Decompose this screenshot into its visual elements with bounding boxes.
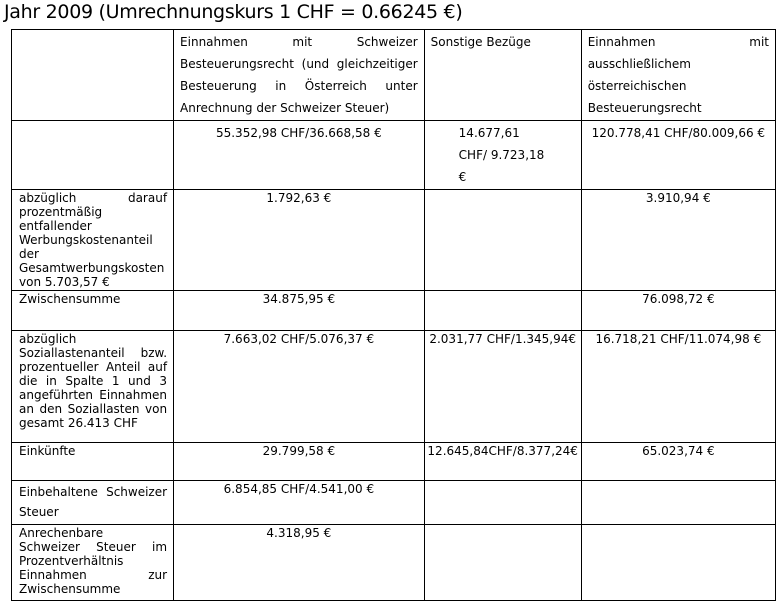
table-row bbox=[12, 525, 776, 601]
header-other-income: Sonstige Bezüge bbox=[424, 30, 581, 121]
row-value-col1: 7.663,02 CHF/5.076,37 € bbox=[174, 331, 425, 443]
table-row bbox=[12, 443, 776, 481]
row-value-col3: 65.023,74 € bbox=[581, 443, 775, 481]
row-value-col2 bbox=[424, 481, 581, 525]
row-value-col3: 120.778,41 CHF/80.009,66 € bbox=[581, 121, 775, 190]
row-value-col2: 12.645,84CHF/8.377,24€ bbox=[424, 443, 581, 481]
row-label: abzüglich Soziallastenanteil bzw. prozentueller Anteil auf die in Spalte 1 und 3 angeführten Einnahmen an den Soziallasten von gesamt 26.413 CHF bbox=[12, 331, 174, 443]
row-value-col2: 14.677,61 CHF/ 9.723,18 € bbox=[424, 121, 581, 190]
row-value-col3 bbox=[581, 525, 775, 601]
row-label: abzüglich darauf prozentmäßig entfallender Werbungskostenanteil der Gesamtwerbungskosten von 5.703,57 € bbox=[12, 190, 174, 291]
row-label: Einkünfte bbox=[12, 443, 174, 481]
row-value-col1: 29.799,58 € bbox=[174, 443, 425, 481]
row-label: Einbehaltene Schweizer Steuer bbox=[12, 481, 174, 525]
page-title: Jahr 2009 (Umrechnungskurs 1 CHF = 0.66245 €) bbox=[4, 1, 463, 23]
row-value-col3: 3.910,94 € bbox=[581, 190, 775, 291]
row-value-col2 bbox=[424, 525, 581, 601]
row-label bbox=[12, 121, 174, 190]
table-row bbox=[12, 121, 776, 190]
table-row bbox=[12, 481, 776, 525]
row-value-col3: 76.098,72 € bbox=[581, 291, 775, 331]
row-value-col2: 2.031,77 CHF/1.345,94€ bbox=[424, 331, 581, 443]
table-row bbox=[12, 331, 776, 443]
table-row bbox=[12, 190, 776, 291]
header-austrian-income: Einnahmen mit ausschließlichem österreichischen Besteuerungsrecht bbox=[581, 30, 775, 121]
table-row bbox=[12, 291, 776, 331]
row-value-col1: 1.792,63 € bbox=[174, 190, 425, 291]
row-value-col2 bbox=[424, 190, 581, 291]
row-value-col2 bbox=[424, 291, 581, 331]
row-value-col3 bbox=[581, 481, 775, 525]
row-value-col3: 16.718,21 CHF/11.074,98 € bbox=[581, 331, 775, 443]
row-label: Zwischensumme bbox=[12, 291, 174, 331]
tax-table bbox=[11, 29, 776, 601]
row-value-col1: 34.875,95 € bbox=[174, 291, 425, 331]
header-cell-empty bbox=[12, 30, 174, 121]
row-value-col1: 6.854,85 CHF/4.541,00 € bbox=[174, 481, 425, 525]
header-swiss-income: Einnahmen mit Schweizer Besteuerungsrecht (und gleichzeitiger Besteuerung in Österreich unter Anrechnung der Schweizer Steuer) bbox=[174, 30, 425, 121]
row-label: Anrechenbare Schweizer Steuer im Prozentverhältnis Einnahmen zur Zwischensumme bbox=[12, 525, 174, 601]
row-value-col1: 4.318,95 € bbox=[174, 525, 425, 601]
row-value-col1: 55.352,98 CHF/36.668,58 € bbox=[174, 121, 425, 190]
table-header-row bbox=[12, 30, 776, 121]
